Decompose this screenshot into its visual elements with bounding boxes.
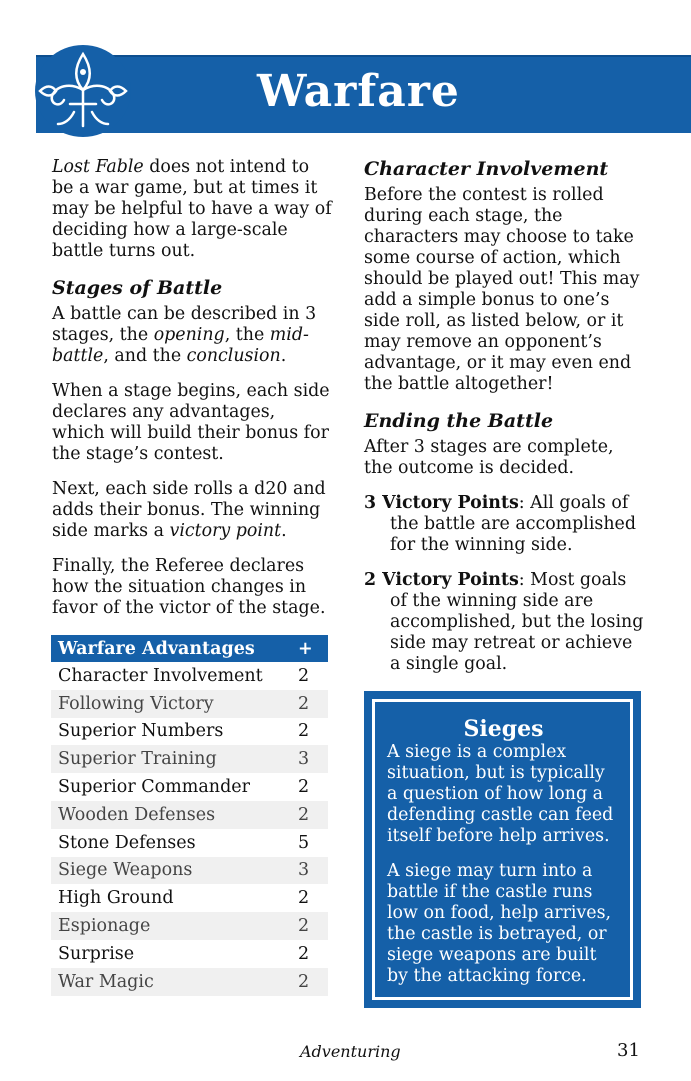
stages-paragraph-2: When a stage begins, each side declares any advantages, which will build their bonus for the stage’s contest. — [52, 381, 330, 464]
advantage-name: Character Involvement — [58, 665, 263, 686]
term-conclusion: conclusion — [186, 346, 281, 366]
vp2-text: : Most goals of the winning side are accomplished, but the losing side may retreat or achieve a single goal. — [390, 570, 644, 674]
text: A battle can be described in 3 stages, the — [52, 304, 317, 345]
right-column — [364, 157, 646, 689]
table-header-value: + — [298, 635, 328, 662]
table-row — [51, 801, 328, 829]
text: . — [281, 521, 287, 541]
term-mid-battle: mid-battle — [52, 325, 309, 366]
advantage-bonus: 2 — [298, 801, 328, 829]
vp3-label: 3 Victory Points — [364, 493, 519, 513]
advantage-bonus: 2 — [298, 665, 310, 686]
advantage-bonus: 2 — [298, 912, 328, 940]
stages-paragraph-3 — [52, 479, 332, 542]
sieges-paragraph-2: A siege may turn into a battle if the castle runs low on food, help arrives, the castle is betrayed, or siege weapons are built by the attacking force. — [387, 861, 612, 986]
advantage-name: Espionage — [51, 912, 298, 940]
advantage-name: Surprise — [58, 943, 135, 964]
advantage-bonus: 5 — [298, 832, 310, 853]
vp3-text: : All goals of the battle are accomplished for the winning side. — [390, 493, 636, 555]
table-row — [51, 884, 328, 912]
sieges-paragraph-1: A siege is a complex situation, but is typically a question of how long a defending castle can feed itself before help arrives. — [387, 742, 614, 846]
stages-paragraph-4: Finally, the Referee declares how the situation changes in favor of the victor of the stage. — [52, 556, 326, 618]
advantage-bonus: 2 — [298, 721, 310, 742]
vp2-item — [364, 570, 646, 675]
advantage-bonus: 2 — [298, 968, 328, 996]
table-row — [51, 745, 328, 773]
advantage-name: Wooden Defenses — [51, 801, 298, 829]
ending-heading: Ending the Battle — [364, 410, 554, 432]
sieges-box-inner — [372, 699, 633, 1000]
text: . — [280, 346, 287, 366]
advantage-name: Siege Weapons — [51, 857, 298, 885]
table-row — [51, 857, 328, 885]
advantage-bonus: 2 — [298, 690, 328, 718]
advantage-name: Superior Commander — [58, 777, 250, 798]
advantage-bonus: 2 — [298, 888, 310, 909]
advantage-bonus: 3 — [298, 745, 328, 773]
advantage-name: Superior Numbers — [58, 721, 224, 742]
game-title: Lost Fable — [52, 157, 144, 177]
advantage-name: High Ground — [58, 888, 174, 909]
sieges-title: Sieges — [463, 716, 544, 742]
advantage-bonus: 2 — [298, 943, 310, 964]
text: , and the — [103, 346, 187, 366]
advantage-name: Stone Defenses — [58, 832, 196, 853]
table-header-row — [51, 635, 328, 662]
page-number: 31 — [617, 1040, 640, 1061]
fleur-de-lis-ornament-icon — [30, 42, 136, 140]
text: Next, each side rolls a d20 and adds their bonus. The winning side marks a — [52, 479, 326, 541]
left-column — [52, 157, 332, 633]
table-row — [51, 940, 328, 968]
intro-paragraph — [52, 157, 332, 262]
ending-paragraph: After 3 stages are complete, the outcome is decided. — [364, 437, 614, 478]
table-row — [51, 718, 328, 746]
vp3-item — [364, 493, 646, 556]
stages-paragraph-1 — [52, 304, 332, 367]
table-row — [51, 829, 328, 857]
advantage-bonus: 3 — [298, 857, 328, 885]
table-row — [51, 968, 328, 996]
advantage-name: Following Victory — [51, 690, 298, 718]
involvement-paragraph: Before the contest is rolled during each stage, the characters may choose to take some course of action, which should be played out! This may add a simple bonus to one’s side roll, as listed below, or it may remove an opponent’s advantage, or it may even end the battle altogether! — [364, 185, 640, 394]
table-row — [51, 912, 328, 940]
warfare-advantages-table — [51, 635, 328, 996]
table-row — [51, 662, 328, 690]
text: , the — [224, 325, 270, 345]
advantage-name: War Magic — [51, 968, 298, 996]
intro-text: does not intend to be a war game, but at times it may be helpful to have a way of deciding how a large-scale battle turns out. — [52, 157, 332, 261]
table-header-name: Warfare Advantages — [51, 635, 298, 662]
stages-heading: Stages of Battle — [52, 277, 223, 299]
page-title: Warfare — [257, 66, 460, 117]
table-row — [51, 690, 328, 718]
term-victory-point: victory point — [169, 521, 282, 541]
footer-section-label: Adventuring — [300, 1042, 401, 1061]
term-opening: opening — [153, 325, 225, 345]
table-row — [51, 773, 328, 801]
vp2-label: 2 Victory Points — [364, 570, 519, 590]
involvement-heading: Character Involvement — [364, 158, 609, 180]
advantage-name: Superior Training — [51, 745, 298, 773]
advantage-bonus: 2 — [298, 777, 310, 798]
sieges-sidebar-box — [364, 691, 641, 1008]
